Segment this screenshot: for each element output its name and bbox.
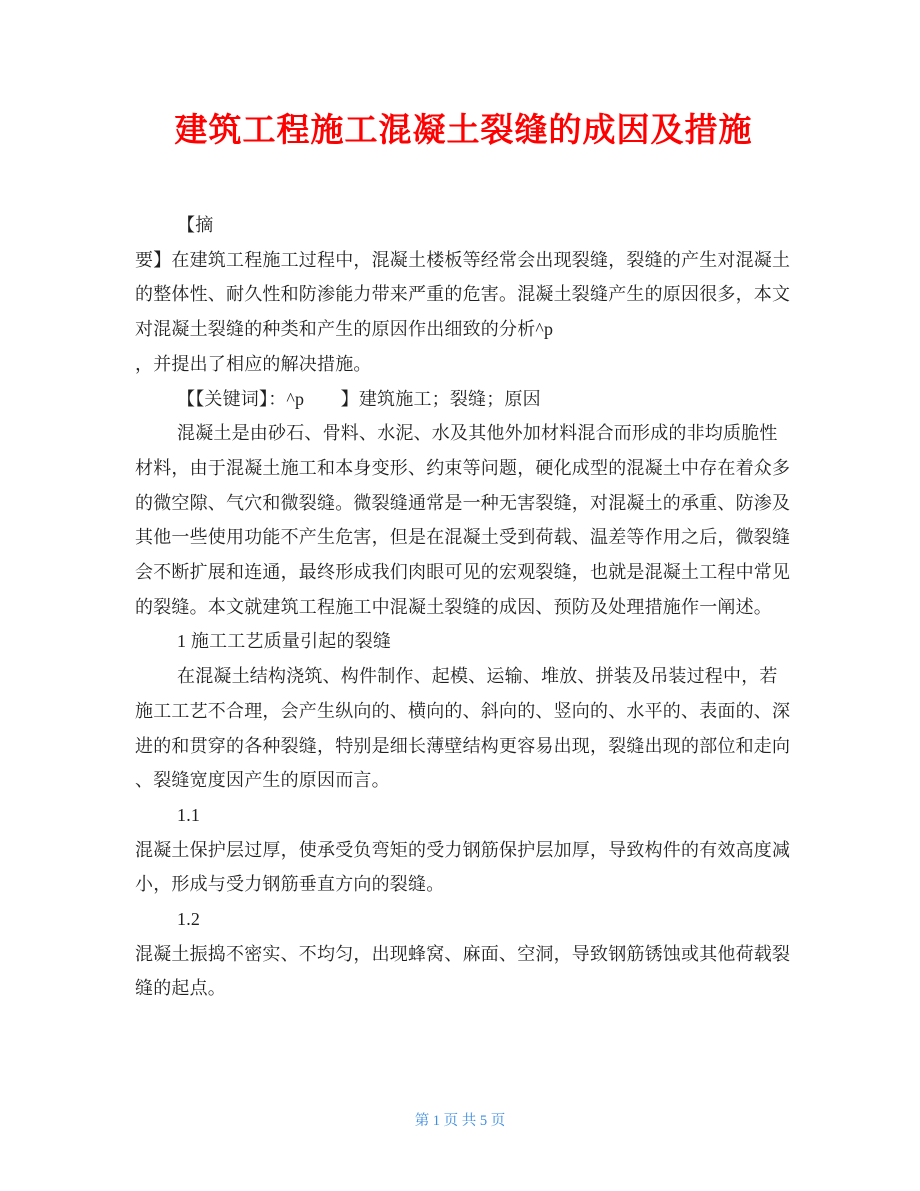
- text-line: 会不断扩展和连通，最终形成我们肉眼可见的宏观裂缝，也就是混凝土工程中常见: [135, 562, 791, 583]
- text-line: 材料，由于混凝土施工和本身变形、约束等问题，硬化成型的混凝土中存在着众多: [135, 457, 791, 478]
- text-line: 在混凝土结构浇筑、构件制作、起模、运输、堆放、拼装及吊装过程中，若: [177, 666, 778, 687]
- text-line: 施工工艺不合理，会产生纵向的、横向的、斜向的、竖向的、水平的、表面的、深: [135, 700, 791, 721]
- text-line: 、裂缝宽度因产生的原因而言。: [135, 770, 390, 791]
- text-line: 的微空隙、气穴和微裂缝。微裂缝通常是一种无害裂缝，对混凝土的承重、防渗及: [135, 492, 791, 513]
- text-line: 的整体性、耐久性和防渗能力带来严重的危害。混凝土裂缝产生的原因很多，本文: [135, 284, 791, 305]
- text-line: 的裂缝。本文就建筑工程施工中混凝土裂缝的成因、预防及处理措施作一阐述。: [135, 596, 772, 617]
- text-line: 【摘: [177, 215, 214, 235]
- text-line: 要】在建筑工程施工过程中，混凝土楼板等经常会出现裂缝，裂缝的产生对混凝土: [135, 249, 791, 270]
- text-line: 小，形成与受力钢筋垂直方向的裂缝。: [135, 874, 445, 895]
- text-line: 缝的起点。: [135, 978, 226, 999]
- text-line: 其他一些使用功能不产生危害，但是在混凝土受到荷载、温差等作用之后，微裂缝: [135, 527, 791, 548]
- text-line: 1 施工工艺质量引起的裂缝: [177, 631, 392, 652]
- text-line: 进的和贯穿的各种裂缝，特别是细长薄壁结构更容易出现，裂缝出现的部位和走向: [135, 735, 791, 756]
- page-title: 建筑工程施工混凝土裂缝的成因及措施: [174, 111, 753, 148]
- text-line: 混凝土是由砂石、骨料、水泥、水及其他外加材料混合而形成的非均质脆性: [177, 423, 778, 444]
- document-body: [135, 208, 792, 1006]
- text-line: 1.2: [177, 909, 201, 930]
- text-line: 混凝土保护层过厚，使承受负弯矩的受力钢筋保护层加厚，导致构件的有效高度减: [135, 839, 791, 860]
- text-line: 1.1: [177, 804, 201, 825]
- text-line: 混凝土振捣不密实、不均匀，出现蜂窝、麻面、空洞，导致钢筋锈蚀或其他荷载裂: [135, 943, 791, 964]
- page-number-footer: 第 1 页 共 5 页: [414, 1113, 506, 1129]
- text-line: 【【关键词】：^p 】建筑施工；裂缝；原因: [177, 388, 541, 409]
- text-line: ，并提出了相应的解决措施。: [135, 353, 372, 374]
- text-line: 对混凝土裂缝的种类和产生的原因作出细致的分析^p: [135, 319, 554, 340]
